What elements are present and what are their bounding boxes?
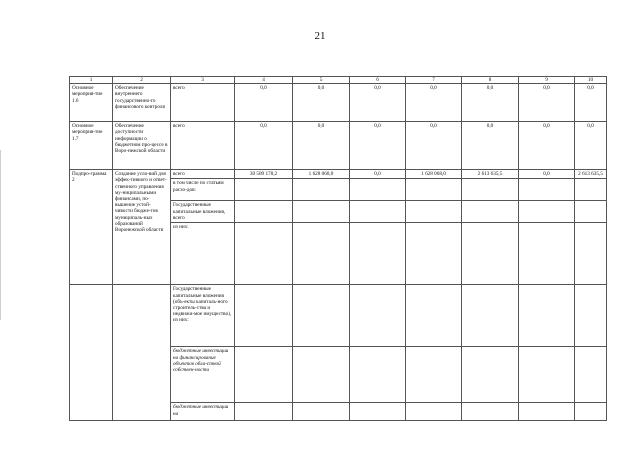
budget-table bbox=[69, 76, 607, 421]
value-cell: 2 613 635,5 bbox=[462, 170, 519, 179]
scan-edge-mark bbox=[0, 150, 1, 320]
col-header: 2 bbox=[113, 77, 171, 84]
funding-source-cell: всего bbox=[171, 122, 235, 170]
value-cell: 0,0 bbox=[235, 84, 293, 122]
value-cell: 0,0 bbox=[575, 84, 607, 122]
funding-source-cell: Государственные капитальные вложения (объ-екты капиталь-ного строитель-ства и недвижи-мое имущество), из них: bbox=[171, 285, 235, 347]
col-header: 5 bbox=[293, 77, 350, 84]
col-header: 9 bbox=[519, 77, 575, 84]
value-cell: 1 628 068,0 bbox=[406, 170, 462, 179]
funding-source-cell: бюджетные инвестиции на финансирование объектов обла-стной собствен-ности bbox=[171, 347, 235, 403]
table-row bbox=[70, 285, 607, 347]
table-row bbox=[70, 122, 607, 170]
funding-source-cell: бюджетные инвестиции на bbox=[171, 403, 235, 421]
value-cell: 0,0 bbox=[406, 122, 462, 170]
value-cell: 2 613 635,5 bbox=[575, 170, 607, 179]
value-cell: 0,0 bbox=[519, 122, 575, 170]
table-row bbox=[70, 170, 607, 179]
col-header: 10 bbox=[575, 77, 607, 84]
funding-source-cell: всего bbox=[171, 170, 235, 179]
value-cell: 0,0 bbox=[293, 84, 350, 122]
table-header-row bbox=[70, 77, 607, 84]
subprogram-cell: Подпро-грамма 2 bbox=[70, 170, 113, 285]
subprogram-name-cell: Создание усло-вий для эффек-тивного и ответ-ственного управления му-ниципальными финансами, по-вышение устой-чивости бюдже-тов муниципаль-ных образований Воронежской области bbox=[113, 170, 171, 285]
activity-name-cell: Обеспечение внутреннего государственно-го финансового контроля bbox=[113, 84, 171, 122]
value-cell: 0,0 bbox=[575, 122, 607, 170]
col-header: 1 bbox=[70, 77, 113, 84]
col-header: 3 bbox=[171, 77, 235, 84]
col-header: 8 bbox=[462, 77, 519, 84]
funding-source-cell: в том числе по статьям расхо-дов: bbox=[171, 179, 235, 201]
value-cell: 0,0 bbox=[519, 84, 575, 122]
page-number: 21 bbox=[314, 30, 326, 42]
value-cell: 0,0 bbox=[406, 84, 462, 122]
activity-cell: Основное мероприя-тие 1.6 bbox=[70, 84, 113, 122]
value-cell: 0,0 bbox=[350, 170, 406, 179]
table-row bbox=[70, 84, 607, 122]
value-cell: 0,0 bbox=[462, 122, 519, 170]
col-header: 7 bbox=[406, 77, 462, 84]
funding-source-cell: из них: bbox=[171, 223, 235, 285]
activity-name-cell: Обеспечение доступности информации о бюджетном про-цессе в Воро-нежской области bbox=[113, 122, 171, 170]
value-cell: 1 628 068,0 bbox=[293, 170, 350, 179]
funding-source-cell: всего bbox=[171, 84, 235, 122]
funding-source-cell: Государственные капитальные вложения, всего bbox=[171, 201, 235, 223]
col-header: 4 bbox=[235, 77, 293, 84]
value-cell: 0,0 bbox=[350, 122, 406, 170]
value-cell: 0,0 bbox=[519, 170, 575, 179]
col-header: 6 bbox=[350, 77, 406, 84]
value-cell: 0,0 bbox=[235, 122, 293, 170]
value-cell: 30 509 178,2 bbox=[235, 170, 293, 179]
value-cell: 0,0 bbox=[293, 122, 350, 170]
value-cell: 0,0 bbox=[462, 84, 519, 122]
value-cell: 0,0 bbox=[350, 84, 406, 122]
activity-cell: Основное мероприя-тие 1.7 bbox=[70, 122, 113, 170]
